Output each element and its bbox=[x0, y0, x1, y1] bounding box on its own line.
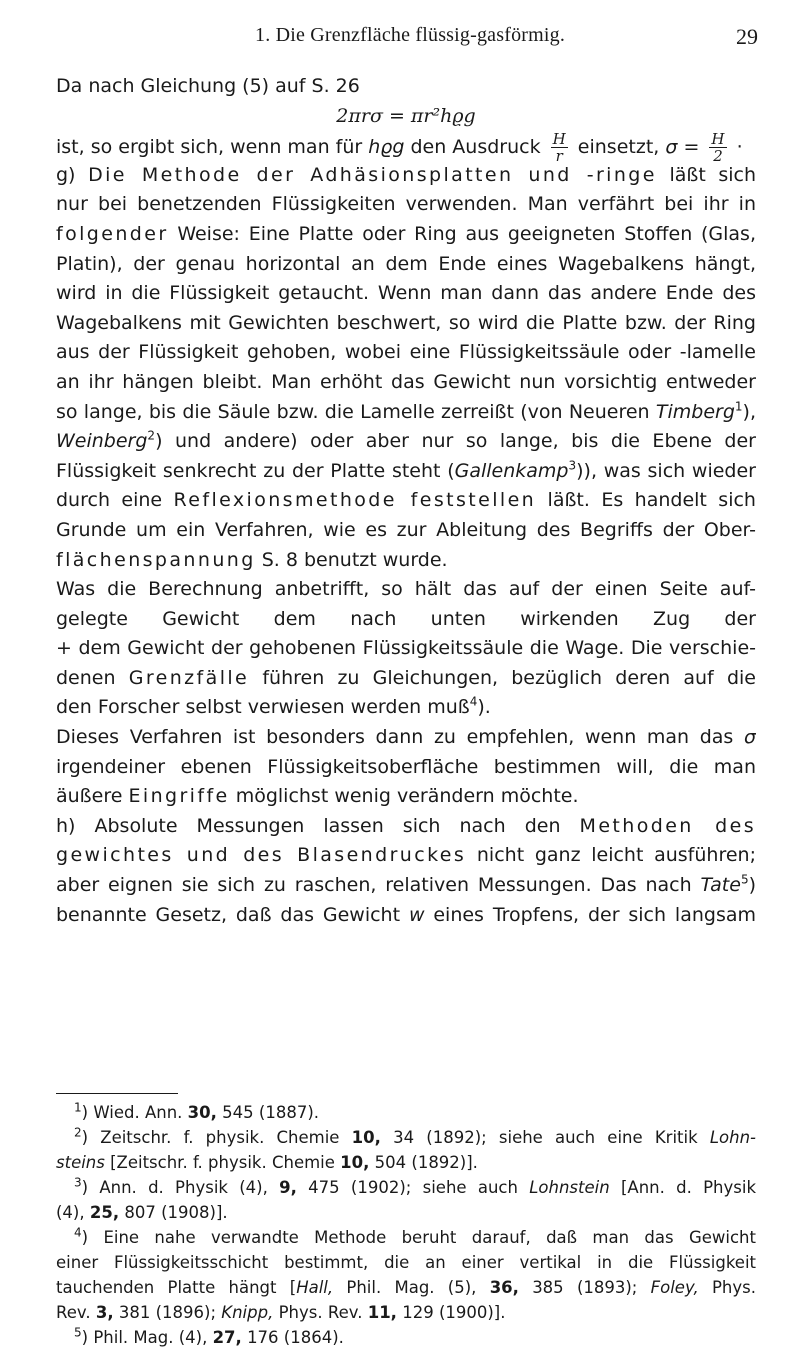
fraction: $\frac{H}{2}$ bbox=[711, 130, 725, 166]
text-line: Was die Berechnung anbetrifft, so hält das auf der einen Seite auf- bbox=[56, 578, 756, 601]
footnote-5: $^5$) Phil. Mag. (4), 27, 176 (1864). bbox=[74, 1325, 344, 1347]
footnote-3: $^3$) Ann. d. Physik (4), 9, 475 (1902); siehe auch Lohnstein [Ann. d. Physik bbox=[74, 1175, 756, 1197]
footnote-4-cont: einer Flüssigkeitsschicht bestimmt, die an einer vertikal in die Flüssigkeit bbox=[56, 1253, 756, 1272]
footnote-1: $^1$) Wied. Ann. 30, 545 (1887). bbox=[74, 1100, 320, 1122]
footnote-4-cont: Rev. 3, 381 (1896); Knipp, Phys. Rev. 11, 129 (1900)]. bbox=[56, 1303, 506, 1322]
text-line: gelegte Gewicht dem nach unten wirkenden Zug der bbox=[56, 607, 756, 630]
text-line: Da nach Gleichung (5) auf S. 26 bbox=[56, 75, 360, 97]
text-line: Grunde um ein Verfahren, wie es zur Ableitung des Begriffs der Ober- bbox=[56, 518, 756, 541]
text-line: aber eignen sie sich zu raschen, relativen Messungen. Das nach Tate$^5$) bbox=[56, 872, 756, 897]
footnotes bbox=[56, 1100, 756, 1350]
text-line: flächenspannung S. 8 benutzt wurde. bbox=[56, 548, 448, 571]
text-line: den Forscher selbst verwiesen werden muß$^4$). bbox=[56, 695, 491, 719]
page-header bbox=[0, 22, 800, 52]
footnote-4-cont: tauchenden Platte hängt [Hall, Phil. Mag. (5), 36, 385 (1893); Foley, Phys. bbox=[56, 1278, 756, 1297]
text-line: + dem Gewicht der gehobenen Flüssigkeitssäule die Wage. Die verschie- bbox=[56, 637, 756, 660]
math-expression: hϱg bbox=[368, 136, 405, 159]
running-head: 1. Die Grenzfläche flüssig-gasförmig. bbox=[255, 24, 566, 46]
text-line: Dieses Verfahren ist besonders dann zu empfehlen, wenn man das σ bbox=[56, 726, 756, 749]
fraction: $\frac{H}{r}$ bbox=[552, 130, 566, 166]
text-line: wird in die Flüssigkeit getaucht. Wenn man dann das andere Ende des bbox=[56, 282, 756, 305]
text-line: Weinberg$^2$) und andere) oder aber nur so lange, bis die Ebene der bbox=[56, 428, 756, 453]
section-heading-g: g) Die Methode der Adhäsionsplatten und -ringe läßt sich bbox=[56, 163, 756, 186]
main-text bbox=[56, 72, 756, 930]
footnote-2: $^2$) Zeitschr. f. physik. Chemie 10, 34 (1892); siehe auch eine Kritik Lohn- bbox=[74, 1125, 756, 1147]
text-line: benannte Gesetz, daß das Gewicht w eines Tropfens, der sich langsam bbox=[56, 903, 756, 926]
text-line: so lange, bis die Säule bzw. die Lamelle zerreißt (von Neueren Timberg$^1$), bbox=[56, 399, 756, 423]
equation: 2πrσ = πr²hϱg bbox=[336, 104, 476, 127]
text-line: durch eine Reflexionsmethode feststellen läßt. Es handelt sich bbox=[56, 489, 756, 512]
text-line: gewichtes und des Blasendruckes nicht ganz leicht ausführen; bbox=[56, 844, 756, 867]
footnote-2-cont: steins [Zeitschr. f. physik. Chemie 10, 504 (1892)]. bbox=[56, 1153, 478, 1172]
footnote-3-cont: (4), 25, 807 (1908)]. bbox=[56, 1203, 228, 1222]
text-line: an ihr hängen bleibt. Man erhöht das Gewicht nun vorsichtig entweder bbox=[56, 370, 756, 393]
text-line: Wagebalkens mit Gewichten beschwert, so wird die Platte bzw. der Ring bbox=[56, 311, 756, 334]
text-line: Platin), der genau horizontal an dem Ende eines Wagebalkens hängt, bbox=[56, 252, 756, 275]
text-line: folgender Weise: Eine Platte oder Ring aus geeigneten Stoffen (Glas, bbox=[56, 222, 756, 245]
footnote-4: $^4$) Eine nahe verwandte Methode beruht darauf, daß man das Gewicht bbox=[74, 1225, 756, 1247]
section-heading-h: h) Absolute Messungen lassen sich nach den Methoden des bbox=[56, 814, 756, 837]
text-line: ist, so ergibt sich, wenn man für hϱg den Ausdruck $\frac{H}{r}$ einsetzt, σ = $\frac{H}{2}$ · bbox=[56, 130, 743, 166]
text-line: irgendeiner ebenen Flüssigkeitsoberfläche bestimmen will, die man bbox=[56, 755, 756, 778]
text-line: nur bei benetzenden Flüssigkeiten verwenden. Man verfährt bei ihr in bbox=[56, 193, 756, 216]
text-line: äußere Eingriffe möglichst wenig verändern möchte. bbox=[56, 785, 579, 808]
text-line: aus der Flüssigkeit gehoben, wobei eine Flüssigkeitssäule oder -lamelle bbox=[56, 341, 756, 364]
footnote-divider bbox=[56, 1093, 178, 1094]
text-line: Flüssigkeit senkrecht zu der Platte steht (Gallenkamp$^3$)), was sich wieder bbox=[56, 458, 756, 482]
page-number: 29 bbox=[736, 24, 758, 49]
text-line: denen Grenzfälle führen zu Gleichungen, bezüglich deren auf die bbox=[56, 666, 756, 689]
